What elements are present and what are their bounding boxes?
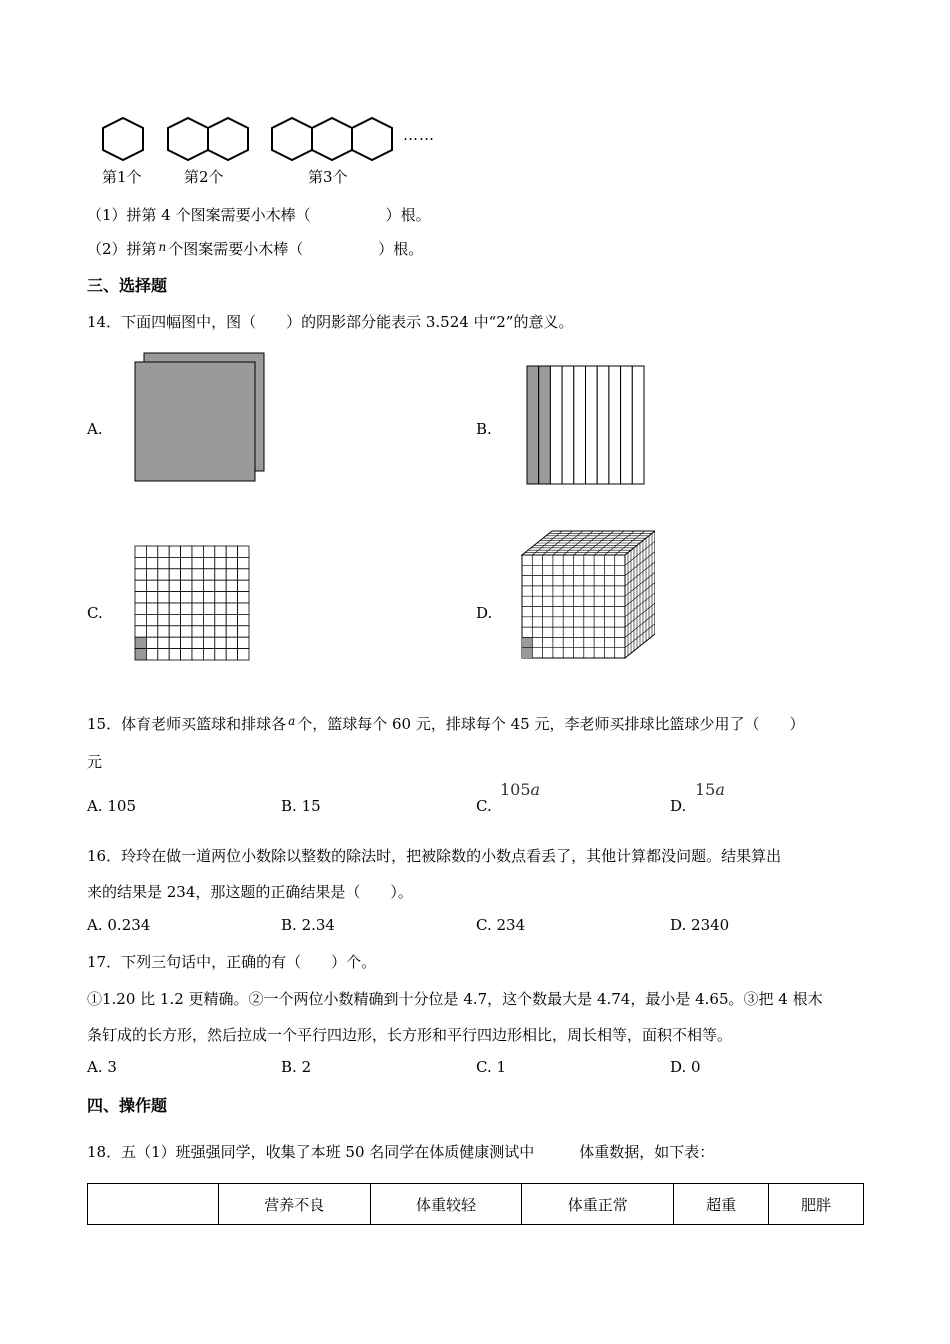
grid-cell (192, 580, 203, 591)
q15-option-b[interactable] (281, 797, 321, 815)
grid-cell (226, 626, 237, 637)
grid-cell (146, 557, 157, 568)
table-header-cell: 体重正常 (522, 1184, 674, 1225)
grid-cell (181, 546, 192, 557)
option-label: C. (476, 1058, 492, 1076)
expr-num: 105 (500, 780, 531, 799)
grid-cell (169, 649, 180, 660)
grid-cell (238, 626, 249, 637)
table-header-cell: 营养不良 (218, 1184, 370, 1225)
grid-cell (238, 592, 249, 603)
grid-cell (215, 580, 226, 591)
grid-cell (158, 569, 169, 580)
grid-cell (169, 626, 180, 637)
q16-option-b[interactable] (281, 916, 335, 934)
grid-cell (158, 614, 169, 625)
grid-cell (238, 546, 249, 557)
pattern-q2-var: n (158, 240, 167, 254)
grid-cell (158, 603, 169, 614)
grid-cell (158, 557, 169, 568)
q15-stem (87, 713, 805, 734)
q16-line1: 16．玲玲在做一道两位小数除以整数的除法时，把被除数的小数点看丢了，其他计算都没问题。结果算出 (87, 847, 782, 865)
grid-cell (169, 546, 180, 557)
grid-cell (203, 626, 214, 637)
grid-cell (158, 626, 169, 637)
grid-cell (226, 637, 237, 648)
grid-cell (226, 614, 237, 625)
expr-num: 15 (695, 780, 716, 799)
grid-cell (238, 603, 249, 614)
q15-stem-prefix: 15．体育老师买篮球和排球各 (87, 715, 287, 733)
option-label: A. (87, 1058, 103, 1076)
grid-cell (181, 603, 192, 614)
hexagon-1 (103, 118, 143, 160)
grid-cell (238, 569, 249, 580)
grid-cell (135, 580, 146, 591)
grid-cell (169, 637, 180, 648)
grid-cell (203, 557, 214, 568)
option-label: A. (87, 797, 103, 815)
grid-cell (226, 603, 237, 614)
grid-cell (146, 546, 157, 557)
table-header-cell: 肥胖 (769, 1184, 864, 1225)
option-text: 3 (107, 1058, 117, 1076)
grid-cell (135, 592, 146, 603)
grid-cell (181, 580, 192, 591)
option-label: D. (670, 1058, 687, 1076)
grid-cell (203, 603, 214, 614)
pattern-label-1: 第1个 (102, 168, 142, 186)
q14-figure-b (526, 365, 646, 487)
grid-cell (181, 649, 192, 660)
grid-cell (215, 626, 226, 637)
grid-cell (169, 592, 180, 603)
option-text: 1 (496, 1058, 507, 1076)
grid-cell (238, 637, 249, 648)
grid-cell (135, 649, 146, 660)
pattern-q2-prefix: （2）拼第 (87, 240, 157, 258)
grid-cell (238, 649, 249, 660)
column-strip (550, 366, 562, 484)
table-header-cell: 体重较轻 (370, 1184, 522, 1225)
grid-cell (226, 592, 237, 603)
grid-cell (181, 569, 192, 580)
hexagon-3b (312, 118, 352, 160)
q14-figure-d (519, 528, 655, 660)
grid-cell (135, 569, 146, 580)
table-header-cell: 超重 (674, 1184, 769, 1225)
grid-cell (215, 614, 226, 625)
q15-option-c-expr (500, 780, 540, 799)
q17-line1: ①1.20 比 1.2 更精确。②一个两位小数精确到十分位是 4.7，这个数最大是 4.74，最小是 4.65。③把 4 根木 (87, 990, 823, 1008)
pattern-label-2: 第2个 (184, 168, 224, 186)
grid-cell (181, 637, 192, 648)
option-text: 2 (301, 1058, 312, 1076)
pattern-label-3: 第3个 (308, 168, 348, 186)
grid-cell (203, 649, 214, 660)
expr-var: a (530, 780, 541, 799)
option-text: 2.34 (301, 916, 335, 934)
grid-cell (226, 546, 237, 557)
grid-cell (238, 557, 249, 568)
grid-cell (226, 569, 237, 580)
grid-cell (215, 603, 226, 614)
column-strip (609, 366, 621, 484)
weight-data-table (87, 1183, 864, 1225)
grid-cell (181, 592, 192, 603)
option-text: 105 (107, 797, 137, 815)
hexagon-pattern-figure (95, 110, 455, 170)
grid-cell (181, 557, 192, 568)
pattern-dots: …… (403, 126, 435, 144)
grid-cell (158, 592, 169, 603)
grid-cell (215, 649, 226, 660)
grid-cell (169, 603, 180, 614)
grid-cell (158, 649, 169, 660)
q15-option-c[interactable] (476, 797, 492, 815)
column-strip (574, 366, 586, 484)
grid-cell (192, 649, 203, 660)
grid-cell (146, 637, 157, 648)
option-label: B. (281, 797, 297, 815)
grid-cell (192, 603, 203, 614)
option-label: B. (281, 916, 297, 934)
grid-cell (192, 637, 203, 648)
grid-cell (192, 626, 203, 637)
option-label: C. (476, 916, 492, 934)
grid-cell (169, 569, 180, 580)
q17-option-d[interactable] (670, 1058, 701, 1076)
grid-cell (135, 546, 146, 557)
grid-cell (215, 569, 226, 580)
option-text: 0 (691, 1058, 701, 1076)
q18-stem: 18．五（1）班强强同学，收集了本班 50 名同学在体质健康测试中 体重数据，如下表： (87, 1143, 715, 1161)
q14-figure-a (133, 352, 268, 484)
grid-cell (146, 569, 157, 580)
q16-line2: 来的结果是 234，那这题的正确结果是（ ）。 (87, 883, 413, 901)
q15-stem-line2: 元 (87, 753, 103, 771)
grid-cell (146, 580, 157, 591)
grid-cell (146, 626, 157, 637)
option-label: D. (670, 916, 687, 934)
q16-option-c[interactable] (476, 916, 525, 934)
grid-cell (169, 557, 180, 568)
grid-cell (181, 614, 192, 625)
q14-figure-c (134, 545, 252, 667)
grid-cell (146, 603, 157, 614)
q14-option-c-label[interactable]: C. (87, 604, 103, 622)
grid-cell (135, 637, 146, 648)
grid-cell (203, 580, 214, 591)
grid-cell (146, 614, 157, 625)
grid-cell (203, 546, 214, 557)
pattern-q1: （1）拼第 4 个图案需要小木棒（ ）根。 (87, 206, 431, 224)
grid-cell (215, 637, 226, 648)
option-label: C. (476, 797, 492, 815)
q17-option-b[interactable] (281, 1058, 311, 1076)
option-text: 234 (496, 916, 526, 934)
column-strip (562, 366, 574, 484)
section4-title: 四、操作题 (87, 1096, 168, 1115)
grid-cell (192, 614, 203, 625)
grid-cell (203, 637, 214, 648)
q15-stem-var: a (288, 714, 296, 728)
q17-stem: 17．下列三句话中，正确的有（ ）个。 (87, 953, 377, 971)
shaded-cube-cell (522, 637, 532, 647)
grid-cell (203, 614, 214, 625)
grid-cell (226, 580, 237, 591)
grid-cell (192, 592, 203, 603)
hexagon-2a (168, 118, 208, 160)
grid-cell (169, 580, 180, 591)
grid-cell (215, 592, 226, 603)
grid-cell (135, 557, 146, 568)
section3-title: 三、选择题 (87, 276, 168, 295)
grid-cell (169, 614, 180, 625)
option-text: 15 (301, 797, 321, 815)
grid-cell (226, 649, 237, 660)
grid-cell (135, 626, 146, 637)
grid-cell (215, 546, 226, 557)
pattern-q2 (87, 238, 423, 259)
option-text: 2340 (691, 916, 730, 934)
option-label: D. (670, 797, 687, 815)
table-header-row (88, 1184, 864, 1225)
grid-cell (146, 592, 157, 603)
grid-cell (158, 580, 169, 591)
grid-cell (238, 580, 249, 591)
q17-line2: 条钉成的长方形，然后拉成一个平行四边形，长方形和平行四边形相比，周长相等，面积不相等。 (87, 1026, 733, 1044)
q14-option-a-label[interactable]: A. (87, 420, 103, 438)
q15-option-a[interactable] (87, 797, 136, 815)
grid-cell (135, 614, 146, 625)
q14-option-d-label[interactable]: D. (476, 604, 493, 622)
pattern-q2-suffix: 个图案需要小木棒（ ）根。 (168, 240, 424, 258)
q17-option-c[interactable] (476, 1058, 506, 1076)
option-label: B. (281, 1058, 297, 1076)
option-label: A. (87, 916, 103, 934)
hexagon-3c (352, 118, 392, 160)
grid-cell (181, 626, 192, 637)
front-square (135, 362, 255, 481)
q14-stem: 14．下面四幅图中，图（ ）的阴影部分能表示 3.524 中“2”的意义。 (87, 313, 574, 331)
grid-cell (238, 614, 249, 625)
option-text: 0.234 (107, 916, 151, 934)
expr-var: a (715, 780, 725, 799)
q16-option-d[interactable] (670, 916, 729, 934)
q16-option-a[interactable] (87, 916, 150, 934)
column-strip (586, 366, 598, 484)
grid-cell (146, 649, 157, 660)
q15-stem-suffix: 个，篮球每个 60 元，排球每个 45 元，李老师买排球比篮球少用了（ ） (297, 715, 805, 733)
column-strip (632, 366, 644, 484)
hexagon-2b (208, 118, 248, 160)
grid-cell (192, 569, 203, 580)
column-strip (621, 366, 633, 484)
grid-cell (158, 637, 169, 648)
q14-option-b-label[interactable]: B. (476, 420, 492, 438)
grid-cell (226, 557, 237, 568)
column-strip (539, 366, 551, 484)
grid-cell (192, 546, 203, 557)
column-strip (597, 366, 609, 484)
table-header-cell (88, 1184, 219, 1225)
q17-option-a[interactable] (87, 1058, 117, 1076)
grid-cell (203, 569, 214, 580)
grid-cell (158, 546, 169, 557)
shaded-cube-cell (522, 648, 532, 658)
grid-cell (192, 557, 203, 568)
grid-cell (135, 603, 146, 614)
hexagon-3a (272, 118, 312, 160)
grid-cell (203, 592, 214, 603)
q15-option-d-expr (695, 780, 725, 799)
grid-cell (215, 557, 226, 568)
column-strip (527, 366, 539, 484)
q15-option-d[interactable] (670, 797, 686, 815)
